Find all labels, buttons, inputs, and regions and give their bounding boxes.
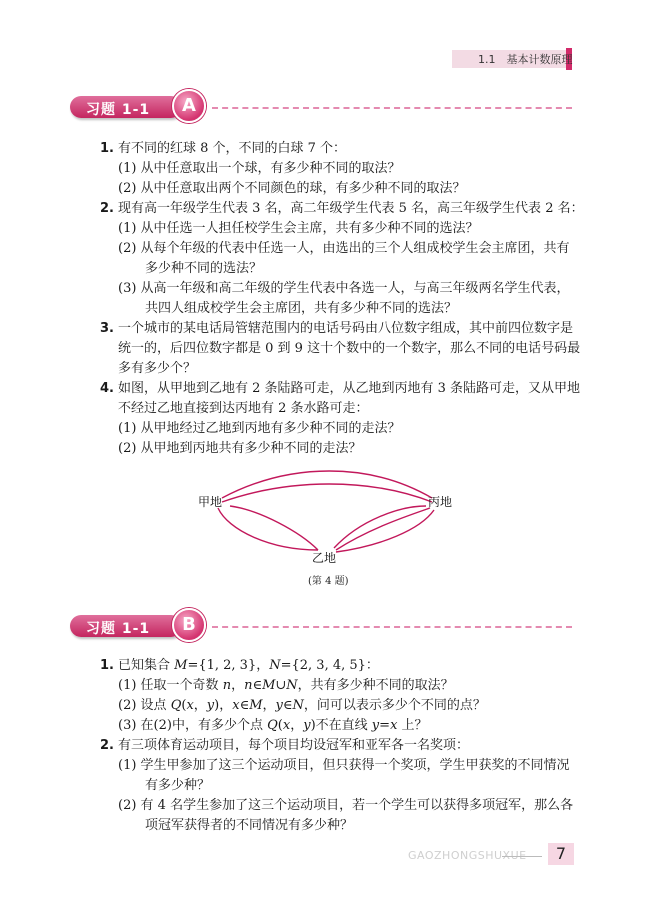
- exercise-b-divider: [212, 626, 572, 628]
- route-diagram: [0, 470, 650, 600]
- exercise-b-q1-part1: (1) 任取一个奇数 n，n∈M∪N，共有多少种不同的取法？: [118, 678, 454, 693]
- exercise-a-divider: [212, 107, 572, 109]
- page-number: 7: [555, 844, 567, 863]
- land-route-bc-2: [336, 510, 434, 552]
- running-footer-text: GAOZHONGSHUXUE: [408, 849, 527, 862]
- footer-rule: [502, 856, 542, 857]
- exercise-a-q2-part3-cont: 共四人组成校学生会主席团，共有多少种不同的选法？: [145, 301, 458, 316]
- exercise-a-q2-part2-cont: 多少种不同的选法？: [145, 261, 263, 276]
- exercise-b-q2-part2: (2) 有 4 名学生参加了这三个运动项目，若一个学生可以获得多项冠军，那么各: [118, 798, 574, 813]
- label-bing: 丙地: [428, 495, 453, 509]
- exercise-b-q2: 2. 有三项体育运动项目，每个项目均设冠军和亚军各一名奖项：: [100, 738, 469, 753]
- exercise-a-q4-part1: (1) 从甲地经过乙地到丙地有多少种不同的走法？: [118, 421, 401, 436]
- exercise-a-q1-part1: (1) 从中任意取出一个球，有多少种不同的取法？: [118, 161, 401, 176]
- exercise-a-q2-part1: (1) 从中任选一人担任校学生会主席，共有多少种不同的选法？: [118, 221, 479, 236]
- exercise-b-q2-part1: (1) 学生甲参加了这三个运动项目，但只获得一个奖项，学生甲获奖的不同情况: [118, 758, 570, 773]
- exercise-b-q1-part3: (3) 在(2)中，有多少个点 Q(x，y)不在直线 y=x 上？: [118, 718, 428, 733]
- figure-caption: (第 4 题): [308, 576, 349, 587]
- land-route-bc-1: [336, 508, 430, 550]
- exercise-a-q2-part3: (3) 从高一年级和高二年级的学生代表中各选一人，与高三年级两名学生代表，: [118, 281, 570, 296]
- exercise-a-q4: 4. 如图，从甲地到乙地有 2 条陆路可走，从乙地到丙地有 3 条陆路可走，又从甲地: [100, 381, 581, 396]
- exercise-b-q2-part2-cont: 项冠军获得者的不同情况有多少种？: [145, 818, 354, 833]
- section-header: 1.1 基本计数原理: [478, 53, 573, 66]
- exercise-a-q1-part2: (2) 从中任意取出两个不同颜色的球，有多少种不同的取法？: [118, 181, 466, 196]
- water-route-2: [222, 484, 432, 502]
- exercise-a-q2-part2: (2) 从每个年级的代表中任选一人，由选出的三个人组成校学生会主席团，共有: [118, 241, 570, 256]
- exercise-b-q2-part1-cont: 有多少种？: [145, 778, 211, 793]
- exercise-a-q3-cont1: 统一的，后四位数字都是 0 到 9 这十个数中的一个数字，那么不同的电话号码最: [118, 341, 581, 356]
- exercise-a-q4-cont: 不经过乙地直接到达丙地有 2 条水路可走：: [118, 401, 369, 416]
- exercise-a-q3: 3. 一个城市的某电话局管辖范围内的电话号码由八位数字组成，其中前四位数字是: [100, 321, 573, 336]
- exercise-b-q1: 1. 已知集合 M={1, 2, 3}，N={2, 3, 4, 5}：: [100, 658, 379, 673]
- exercise-b-badge: B: [172, 608, 206, 642]
- land-route-ab-1: [218, 508, 318, 550]
- exercise-a-q1: 1. 有不同的红球 8 个，不同的白球 7 个：: [100, 141, 347, 156]
- exercise-b-title: 习题 1-1: [86, 621, 151, 637]
- exercise-a-q4-part2: (2) 从甲地到丙地共有多少种不同的走法？: [118, 441, 362, 456]
- exercise-a-badge: A: [172, 89, 206, 123]
- label-jia: 甲地: [198, 495, 223, 509]
- land-route-ab-2: [230, 506, 318, 550]
- label-yi: 乙地: [312, 551, 337, 565]
- exercise-a-q3-cont2: 多有多少个？: [118, 361, 197, 376]
- exercise-b-q1-part2: (2) 设点 Q(x，y)，x∈M，y∈N，问可以表示多少个不同的点？: [118, 698, 486, 713]
- exercise-a-title: 习题 1-1: [86, 102, 151, 118]
- exercise-a-q2: 2. 现有高一年级学生代表 3 名，高二年级学生代表 5 名，高三年级学生代表 2 名：: [100, 201, 584, 216]
